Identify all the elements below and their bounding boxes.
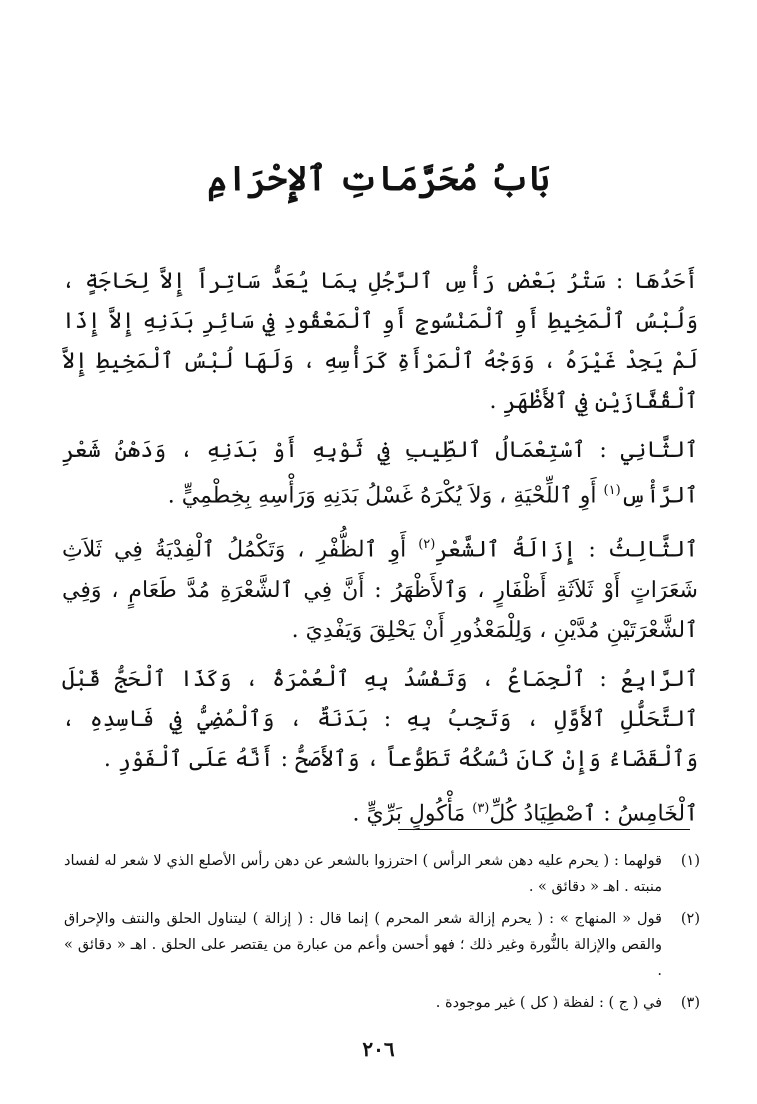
footnote-text: في ( ج ) : لفظة ( كل ) غير موجودة .	[435, 995, 662, 1011]
paragraph-text: أَوِ ٱللِّحْيَةِ ، وَلاَ يُكْرَهُ غَسْلُ بَدَنِهِ وَرَأْسِهِ بِخِطْمِيٍّ .	[167, 483, 604, 509]
footnote	[64, 990, 700, 1016]
paragraph-fourth: ٱلرَّابِعُ : ٱلْجِمَاعُ ، وَتَفْسُدُ بِهِ ٱلْعُمْرَةُ ، وَكَذَا ٱلْحَجُّ قَبْلَ ٱلتَّحَلُّلِ ٱلأَوَّلِ ، وَتَجِبُ بِهِ : بَدَنَةٌ ، وَٱلْمُضِيُّ فِي فَاسِدِهِ ، وَٱلْقَضَاءُ وَإِنْ كَانَ نُسُكُهُ تَطَوُّعاً ، وَٱلأَصَحُّ : أَنَّهُ عَلَى ٱلْفَوْرِ .	[62, 666, 698, 772]
footnote-number: (١)	[680, 853, 700, 869]
footnote	[64, 848, 700, 900]
paragraph-text: أَوِ ٱلظُّفْرِ ، وَتَكْمُلُ ٱلْفِدْيَةُ فِي ثَلاَثِ شَعَرَاتٍ أَوْ ثَلاَثَةِ أَظْفَارٍ ، وَٱلأَظْهَرُ : أَنَّ فِي ٱلشَّعْرَةِ مُدَّ طَعَامٍ ، وَفِي ٱلشَّعْرَتَيْنِ مُدَّيْنِ ، وَلِلْمَعْذُورِ أَنْ يَحْلِقَ وَيَفْدِيَ .	[62, 537, 698, 643]
main-text	[62, 262, 698, 843]
paragraph-text: ٱلثَّانِي : ٱسْتِعْمَالُ ٱلطِّيبِ فِي ثَوْبِهِ أَوْ بَدَنِهِ ، وَدَهْنُ شَعْرِ ٱلرَّأْسِ	[62, 438, 698, 509]
paragraph-text: ٱلثَّالِثُ : إِزَالَةُ ٱلشَّعْرِ	[435, 537, 698, 563]
paragraph-fifth	[62, 789, 698, 834]
footnote-divider	[398, 829, 690, 830]
footnote	[64, 906, 700, 984]
footnotes	[64, 848, 700, 1022]
footnote-ref[interactable]: (٣)	[472, 800, 490, 816]
paragraph-second	[62, 431, 698, 516]
page-number: ٢٠٦	[362, 1037, 395, 1061]
paragraph-third	[62, 525, 698, 650]
footnote-ref[interactable]: (٢)	[418, 537, 436, 553]
footnote-text: قولهما : ( يحرم عليه دهن شعر الرأس ) احترزوا بالشعر عن دهن رأس الأصلع الذي لا شعر له لفساد منبته . اهـ « دقائق » .	[64, 853, 662, 895]
footnote-number: (٣)	[680, 995, 700, 1011]
paragraph-text: ٱلْخَامِسُ : ٱصْطِيَادُ كُلِّ	[489, 800, 698, 826]
footnote-ref[interactable]: (١)	[603, 483, 621, 498]
footnote-text: قول « المنهاج » : ( يحرم إزالة شعر المحرم ) إنما قال : ( إزالة ) ليتناول الحلق والنتف والإحراق والقص والإزالة بالنُّورة وغير ذلك ؛ فهو أحسن وأعم من عبارة من يقتصر على الحلق . اهـ « دقائق » .	[64, 911, 662, 979]
paragraph-text: مَأْكُولٍ بَرِّيٍّ .	[352, 800, 473, 826]
chapter-title: بَابُ مُحَرَّمَاتِ ٱلإِحْرَامِ	[207, 159, 550, 199]
paragraph-first: أَحَدُهَا : سَتْرُ بَعْضِ رَأْسِ ٱلرَّجُلِ بِمَا يُعَدُّ سَاتِراً إِلاَّ لِحَاجَةٍ ، وَلُبْسُ ٱلْمَخِيطِ أَوِ ٱلْمَنْسُوجِ أَوِ ٱلْمَعْقُودِ فِي سَائِرِ بَدَنِهِ إِلاَّ إِذَا لَمْ يَجِدْ غَيْرَهُ ، وَوَجْهُ ٱلْمَرْأَةِ كَرَأْسِهِ ، وَلَهَا لُبْسُ ٱلْمَخِيطِ إِلاَّ ٱلْقُفَّازَيْنِ فِي ٱلأَظْهَرِ .	[62, 269, 698, 414]
footnote-number: (٢)	[680, 911, 700, 927]
